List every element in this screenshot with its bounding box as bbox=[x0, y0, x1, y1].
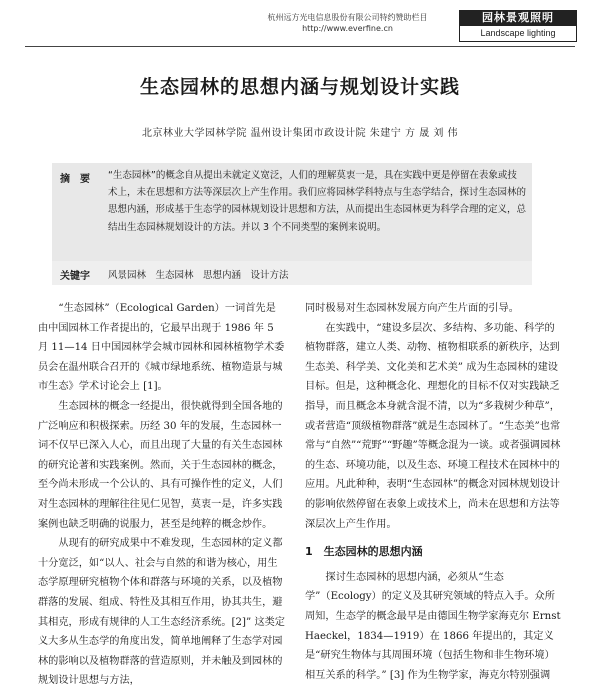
header-divider bbox=[25, 46, 575, 47]
paragraph: 同时极易对生态园林发展方向产生片面的引导。 bbox=[305, 303, 519, 314]
keywords-label: 关键字 bbox=[60, 271, 90, 282]
paragraph: 探讨生态园林的思想内涵，必须从“生态学”（Ecology）的定义及其研究领域的特点入手。众所周知，生态学的概念最早是由德国生物学家海克尔 Ernst Haeckel，1834—1919）在 1866 年提出的，其定义是“研究生物体与其周围环境（包括生物和非生物环境）相互关系的科学。” [3] 作为生物学家，海克尔特别强调 bbox=[305, 571, 561, 681]
left-column bbox=[38, 299, 285, 691]
header-company: 杭州远方光电信息股份有限公司特约赞助栏目 bbox=[267, 13, 428, 22]
paragraph: “生态园林”（Ecological Garden）一词首先是由中国园林工作者提出的，它最早出现于 1986 年 5 月 11—14 日中国园林学会城市园林和园林植物学术委员会在温州联合召开的《城市绿地系统、植物造景与城市生态》学术讨论会上 [1]。 bbox=[38, 303, 285, 393]
column-title-en: Landscape lighting bbox=[480, 28, 556, 38]
section-heading: 1 生态园林的思想内涵 bbox=[305, 545, 423, 559]
column-title-cn: 园林景观照明 bbox=[460, 11, 576, 26]
abstract-label: 摘 要 bbox=[60, 174, 90, 185]
header-url[interactable]: http://www.everfine.cn bbox=[302, 24, 393, 33]
right-column bbox=[305, 299, 561, 685]
paragraph: 从现有的研究成果中不难发现，生态园林的定义都十分宽泛，如“以人、社会与自然的和谐为核心，用生态学原理研究植物个体和群落与环境的关系，以及植物群落的发展、组成、特性及其相互作用，协其共生，避其相克，形成有规律的人工生态经济系统。[2]” 这类定义大多从生态学的角度出发，简单地阐释了生态学对园林的影响以及植物群落的营造原则，并未触及到园林的规划设计思想与方法， bbox=[38, 538, 285, 687]
article-authors: 北京林业大学园林学院 温州设计集团市政设计院 朱建宁 方 晟 刘 伟 bbox=[141, 128, 459, 139]
article-title: 生态园林的思想内涵与规划设计实践 bbox=[139, 76, 460, 98]
column-badge bbox=[459, 10, 577, 42]
keywords-text: 风景园林 生态园林 思想内涵 设计方法 bbox=[108, 270, 289, 281]
header-sponsor bbox=[245, 12, 450, 34]
paragraph: 生态园林的概念一经提出，很快就得到全国各地的广泛响应和积极探索。历经 30 年的发展，生态园林一词不仅早已深入人心，而且出现了大量的有关生态园林的研究论著和实践案例。然而，关于生态园林的概念，至今尚未形成一个公认的、具有可操作性的定义，人们对生态园林的理解往往见仁见智，莫衷一是，许多实践案例也缺乏明确的说服力，甚至是纯粹的概念炒作。 bbox=[38, 400, 283, 530]
abstract-text: “生态园林”的概念自从提出未就定义宽泛，人们的理解莫衷一是，具在实践中更是停留在表象或技术上，未在思想和方法等深层次上产生作用。我们应将园林学科特点与生态学结合，探讨生态园林的思想内涵，形成基于生态学的园林规划设计思想和方法，从而提出生态园林更为科学合理的定义，总结出生态园林规划设计的方法。并以 3 个不同类型的案例来说明。 bbox=[108, 170, 527, 233]
paragraph: 在实践中，“建设多层次、多结构、多功能、科学的植物群落，建立人类、动物、植物相联系的新秩序，达到生态美、科学美、文化美和艺术美” 成为生态园林的建设目标。但是，这种概念化、理想化的目标不仅对实践缺乏指导，而且概念本身就含混不清，以为“多栽树少种草”，或者营造“顶级植物群落”就是生态园林了。“生态美”也常常与“自然”“荒野”“野趣”等概念混为一谈。或者强调园林的生态、环境功能，以及生态、环境工程技术在园林中的应用。凡此种种，表明“生态园林”的概念对园林规划设计的影响依然停留在表象上或技术上，尚未在思想和方法等深层次上产生作用。 bbox=[305, 322, 561, 530]
